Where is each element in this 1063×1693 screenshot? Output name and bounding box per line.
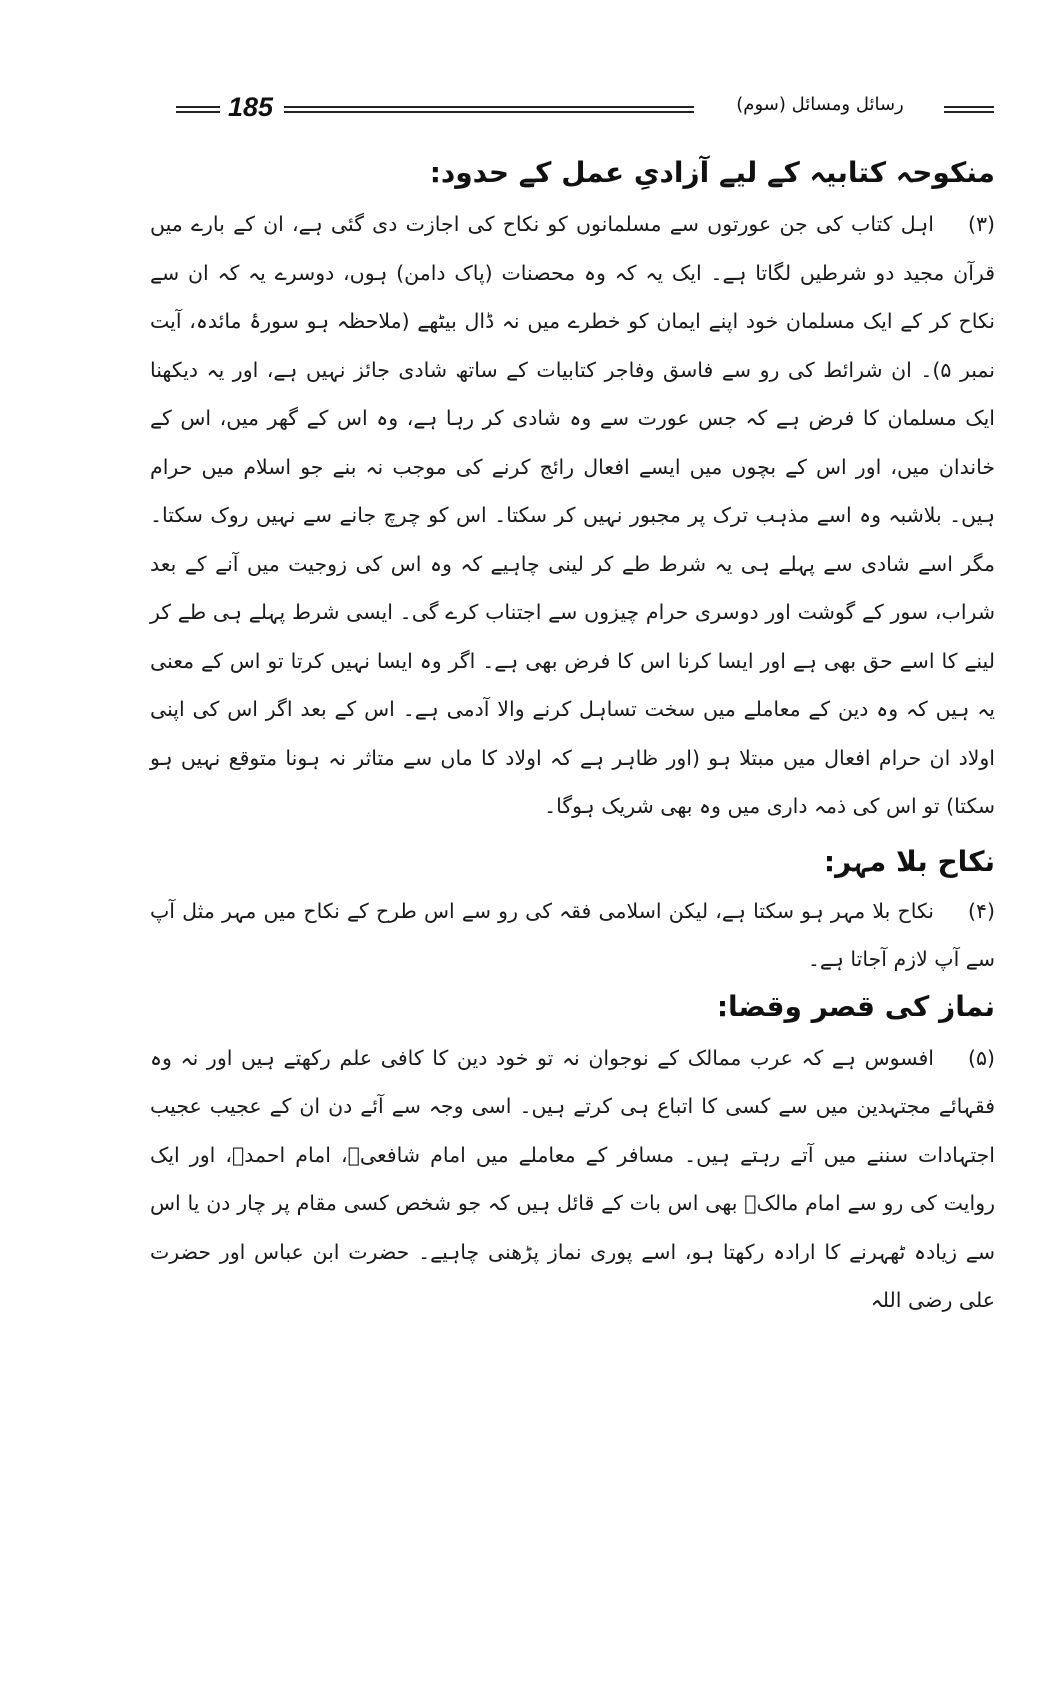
header-rule-right bbox=[944, 106, 994, 113]
book-title: رسائل ومسائل (سوم) bbox=[736, 94, 904, 115]
running-header bbox=[176, 92, 994, 130]
header-rule-left bbox=[176, 106, 220, 113]
paragraph-number: (۴) bbox=[967, 898, 995, 923]
paragraph-text: اہل کتاب کی جن عورتوں سے مسلمانوں کو نکاح کی اجازت دی گئی ہے، ان کے بارے میں قرآن مجید دو شرطیں لگاتا ہے۔ ایک یہ کہ وہ محصنات (پاک دامن) ہوں، دوسرے یہ کہ ان سے نکاح کر کے ایک مسلمان خود اپنے ایمان کو خطرے میں نہ ڈال بیٹھے (ملاحظہ ہو سورۂ مائدہ، آیت نمبر ۵)۔ ان شرائط کی رو سے فاسق وفاجر کتابیات کے ساتھ شادی جائز نہیں ہے، اور یہ دیکھنا ایک مسلمان کا فرض ہے کہ جس عورت سے وہ شادی کر رہا ہے، وہ اس کے گھر میں، اس کے خاندان میں، اور اس کے بچوں میں ایسے افعال رائج کرنے کی موجب نہ بنے جو اسلام میں حرام ہیں۔ بلاشبہ وہ اسے مذہب ترک پر مجبور نہیں کر سکتا۔ اس کو چرچ جانے سے نہیں روک سکتا۔ مگر اسے شادی سے پہلے ہی یہ شرط طے کر لینی چاہیے کہ وہ اس کی زوجیت میں آنے کے بعد شراب، سور کے گوشت اور دوسری حرام چیزوں سے اجتناب کرے گی۔ ایسی شرط پہلے ہی طے کر لینے کا اسے حق بھی ہے اور ایسا کرنا اس کا فرض بھی ہے۔ اگر وہ ایسا نہیں کرتا تو اس کے معنی یہ ہیں کہ وہ دین کے معاملے میں سخت تساہل کرنے والا آدمی ہے۔ اس کے بعد اگر اس کی اپنی اولاد ان حرام افعال میں مبتلا ہو (اور ظاہر ہے کہ اولاد کا ماں سے متاثر نہ ہونا متوقع نہیں ہو سکتا) تو اس کی ذمہ داری میں وہ بھی شریک ہوگا۔ bbox=[150, 212, 995, 818]
paragraph-4 bbox=[150, 887, 995, 984]
section-heading-nikah-bila-mahr: نکاح بلا مہر: bbox=[823, 844, 995, 878]
header-rule-middle bbox=[284, 106, 694, 113]
paragraph-3 bbox=[150, 200, 995, 831]
page-body bbox=[150, 140, 995, 1325]
paragraph-5 bbox=[150, 1034, 995, 1325]
page-number: 185 bbox=[228, 92, 274, 122]
paragraph-text: نکاح بلا مہر ہو سکتا ہے، لیکن اسلامی فقہ کی رو سے اس طرح کے نکاح میں مہر مثل آپ سے آپ لازم آجاتا ہے۔ bbox=[150, 898, 995, 971]
section-heading-namaz-qasr: نماز کی قصر وقضا: bbox=[716, 989, 995, 1023]
paragraph-number: (۵) bbox=[967, 1045, 995, 1070]
paragraph-number: (۳) bbox=[967, 212, 995, 236]
section-heading-kitabiyya: منکوحہ کتابیہ کے لیے آزادیِ عمل کے حدود: bbox=[429, 156, 995, 189]
paragraph-text: افسوس ہے کہ عرب ممالک کے نوجوان نہ تو خود دین کا کافی علم رکھتے ہیں اور نہ وہ فقہائے مجتہدین میں سے کسی کا اتباع ہی کرتے ہیں۔ اسی وجہ سے آئے دن ان کے عجیب عجیب اجتہادات سننے میں آتے رہتے ہیں۔ مسافر کے معاملے میں امام شافعیؒ، امام احمدؒ، اور ایک روایت کی رو سے امام مالکؒ بھی اس بات کے قائل ہیں کہ جو شخص کسی مقام پر چار دن یا اس سے زیادہ ٹھہرنے کا ارادہ رکھتا ہو، اسے پوری نماز پڑھنی چاہیے۔ حضرت ابن عباس اور حضرت علی رضی اللہ bbox=[150, 1045, 995, 1312]
